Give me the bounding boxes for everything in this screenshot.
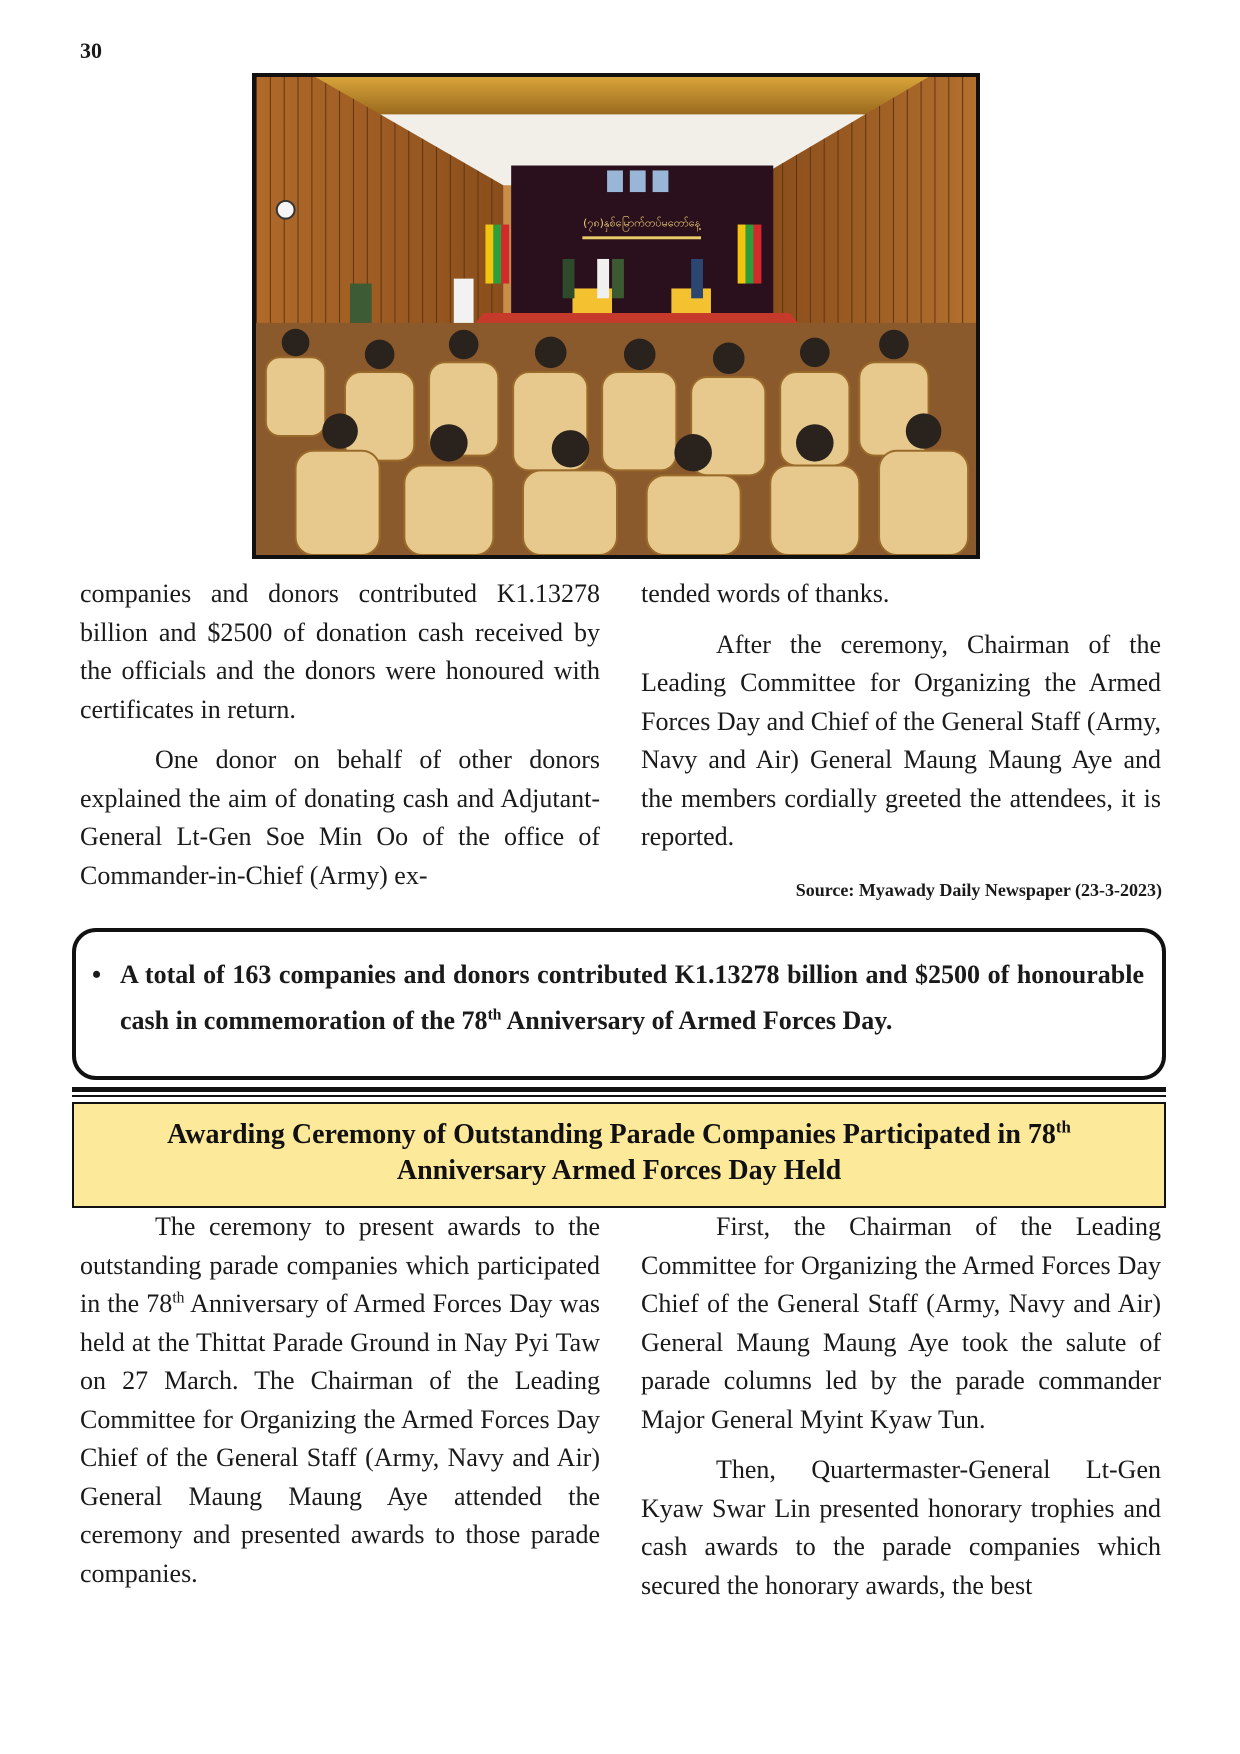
article2-paragraph: Then, Quartermaster-General Lt-Gen Kyaw Swar Lin presented honorary trophies and cash awards to the parade companies which secured the honorary awards, the best <box>641 1455 1161 1600</box>
article2-paragraph: The ceremony to present awards to the outstanding parade companies which participated in the 78th Anniversary of Armed Forces Day was held at the Thittat Parade Ground in Nay Pyi Taw on 27 March. The Chairman of the Leading Committee for Organizing the Armed Forces Day Chief of the General Staff (Army, Navy and Air) General Maung Maung Aye attended the ceremony and presented awards to those parade companies. <box>80 1212 600 1588</box>
article1-paragraph: companies and donors contributed K1.13278 billion and $2500 of donation cash received by the officials and the donors were honoured with certificates in return. <box>80 579 600 724</box>
article1-paragraph: One donor on behalf of other donors explained the aim of donating cash and Adjutant-General Lt-Gen Soe Min Oo of the office of Commander-in-Chief (Army) ex- <box>80 745 600 890</box>
article1-paragraph: tended words of thanks. <box>641 579 890 608</box>
article1-right-column <box>641 575 1161 869</box>
article2-heading-line2: Anniversary Armed Forces Day Held <box>396 1155 842 1186</box>
highlight-text: A total of 163 companies and donors contributed K1.13278 billion and $2500 of honourable cash in commemoration of the 78th Anniversary of Armed Forces Day. <box>120 960 1144 1035</box>
article2-right-column <box>641 1208 1161 1617</box>
banner-text: (၇၈)နှစ်မြောက်တပ်မတော်နေ့ <box>583 216 701 230</box>
highlight-box <box>72 928 1166 1080</box>
page-number: 30 <box>80 38 102 63</box>
ceremony-photo-illustration <box>256 77 976 555</box>
article2-left-column <box>80 1208 600 1605</box>
article1-left-column <box>80 575 600 907</box>
article1-paragraph: After the ceremony, Chairman of the Leading Committee for Organizing the Armed Forces Day and Chief of the General Staff (Army, Navy and Air) General Maung Maung Aye and the members cordially greeted the attendees, it is reported. <box>641 629 1161 851</box>
section-divider <box>72 1087 1166 1092</box>
bullet-point: • <box>92 960 102 989</box>
ceremony-photo <box>252 73 980 559</box>
article2-heading-line1: Awarding Ceremony of Outstanding Parade Companies Participated in 78th <box>167 1117 1071 1150</box>
source-citation: Source: Myawady Daily Newspaper (23-3-2023) <box>795 880 1162 900</box>
article2-heading <box>72 1102 1166 1208</box>
section-divider-thin <box>72 1095 1166 1097</box>
article2-paragraph: First, the Chairman of the Leading Committee for Organizing the Armed Forces Day Chief of the General Staff (Army, Navy and Air) General Maung Maung Aye took the salute of parade columns led by the parade commander Major General Myint Kyaw Tun. <box>641 1212 1161 1434</box>
